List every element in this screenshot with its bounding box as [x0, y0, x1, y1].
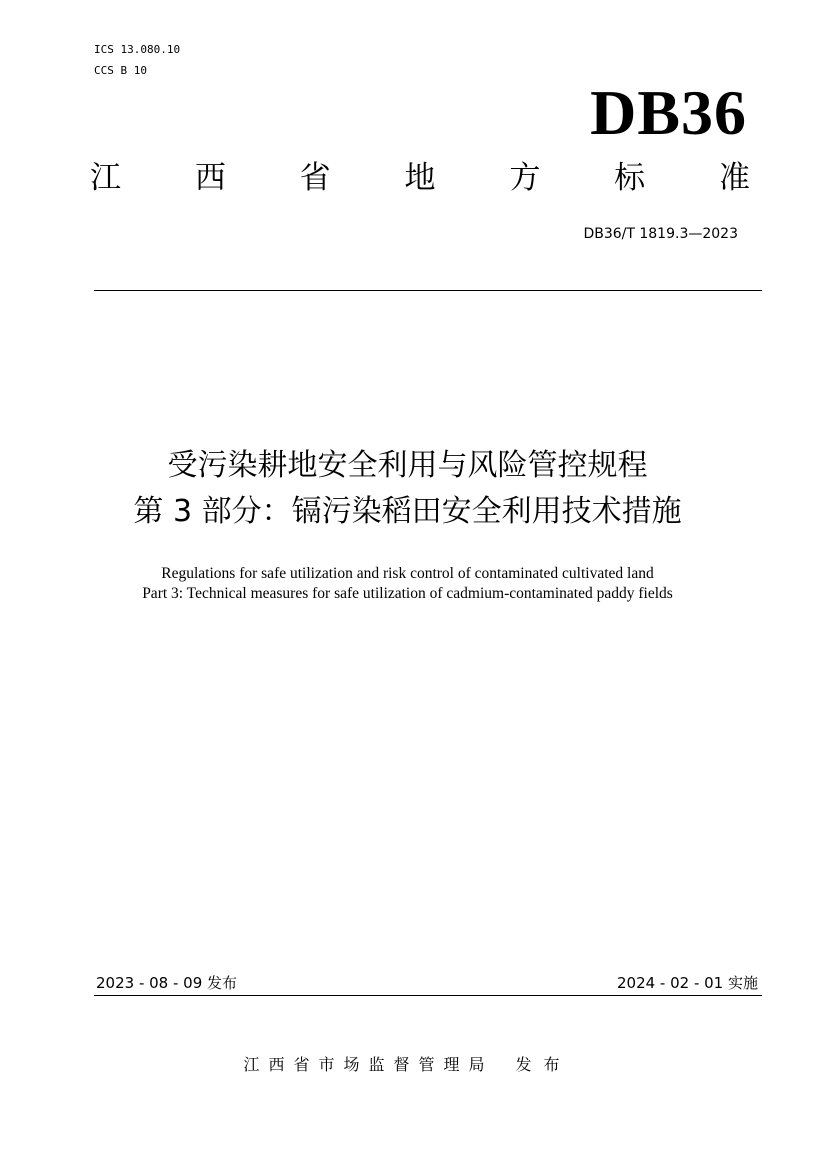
standard-type-char: 地 [404, 160, 436, 196]
ics-code: ICS 13.080.10 [94, 43, 181, 56]
standard-type-char: 标 [614, 160, 646, 196]
effective-date: 2024 - 02 - 01 实施 [616, 974, 758, 992]
standard-type-char: 准 [718, 160, 750, 196]
english-title-line1: Regulations for safe utilization and risk control of contaminated cultivated land [161, 565, 654, 582]
top-divider [94, 290, 762, 291]
standard-type-char: 方 [509, 160, 541, 196]
english-title-line2: Part 3: Technical measures for safe utilization of cadmium-contaminated paddy fields [142, 585, 673, 602]
release-date: 2023 - 08 - 09 发布 [96, 974, 238, 992]
standard-type-char: 西 [194, 160, 226, 196]
standard-type-char: 省 [299, 160, 331, 196]
chinese-title-line1: 受污染耕地安全利用与风险管控规程 [167, 448, 648, 483]
issuer-name: 江西省市场监督管理局 [243, 1055, 494, 1074]
issue-label: 发布 [515, 1055, 572, 1074]
ccs-code: CCS B 10 [94, 64, 147, 77]
issuer-line [0, 1054, 815, 1076]
bottom-divider [94, 995, 762, 996]
english-title [40, 564, 775, 604]
standard-type-char: 江 [90, 160, 121, 196]
standard-logo: DB36 [590, 77, 747, 148]
standard-type-title [90, 158, 750, 198]
chinese-title-line2: 第 3 部分：镉污染稻田安全利用技术措施 [133, 494, 682, 529]
standard-number: DB36/T 1819.3—2023 [583, 226, 738, 242]
chinese-title [40, 443, 775, 535]
